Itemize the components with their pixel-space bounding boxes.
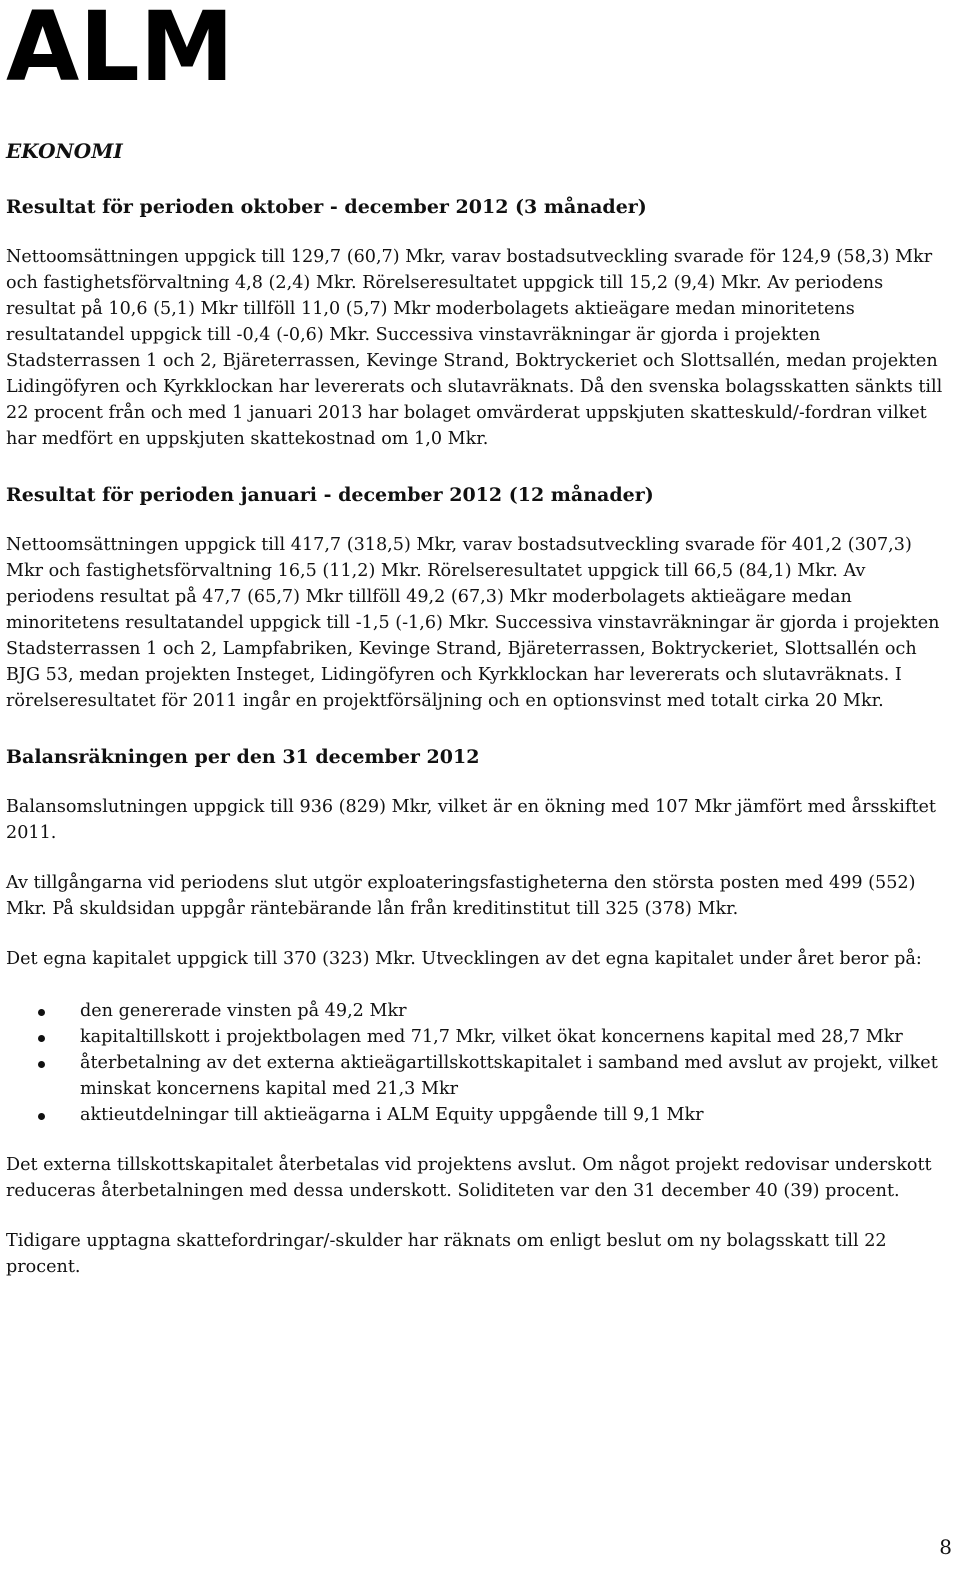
- balance-sheet-heading: Balansräkningen per den 31 december 2012: [6, 746, 480, 768]
- list-item: den genererade vinsten på 49,2 Mkr: [6, 998, 946, 1024]
- full-year-paragraph: Nettoomsättningen uppgick till 417,7 (318,5) Mkr, varav bostadsutveckling svarade för 401,2 (307,3) Mkr och fastighetsförvaltning 16,5 (11,2) Mkr. Rörelseresultatet uppgick till 66,5 (84,1) Mkr. Av periodens resultat på 47,7 (65,7) Mkr tillföll 49,2 (67,3) Mkr moderbolagets aktieägare medan minoritetens resultatandel uppgick till -1,5 (-1,6) Mkr. Successiva vinstavräkningar är gjorda i projekten Stadsterrassen 1 och 2, Lampfabriken, Kevinge Strand, Bjäreterrassen, Boktryckeriet, Slottsallén och BJG 53, medan projekten Insteget, Lidingöfyren och Kyrkklockan har levererats och slutavräknats. I rörelseresultatet för 2011 ingår en projektförsäljning och en optionsvinst med totalt cirka 20 Mkr.: [6, 535, 940, 711]
- bullet-icon: [38, 1113, 45, 1120]
- assets-paragraph: Av tillgångarna vid periodens slut utgör exploateringsfastigheterna den största posten med 499 (552) Mkr. På skuldsidan uppgår räntebärande lån från kreditinstitut till 325 (378) Mkr.: [6, 873, 916, 919]
- equity-paragraph: Det egna kapitalet uppgick till 370 (323) Mkr. Utvecklingen av det egna kapitalet under året beror på:: [6, 949, 922, 969]
- alm-logo: [6, 0, 238, 86]
- balance-total-paragraph: Balansomslutningen uppgick till 936 (829) Mkr, vilket är en ökning med 107 Mkr jämfört med årsskiftet 2011.: [6, 797, 936, 843]
- full-year-heading: Resultat för perioden januari - december 2012 (12 månader): [6, 484, 654, 506]
- equity-change-list: [6, 998, 946, 1128]
- bullet-icon: [38, 1035, 45, 1042]
- bullet-icon: [38, 1009, 45, 1016]
- section-title: EKONOMI: [6, 139, 123, 163]
- list-item: återbetalning av det externa aktieägartillskottskapitalet i samband med avslut av projekt, vilket minskat koncernens kapital med 21,3 Mkr: [6, 1050, 946, 1102]
- list-item: aktieutdelningar till aktieägarna i ALM Equity uppgående till 9,1 Mkr: [6, 1102, 946, 1128]
- q4-heading: Resultat för perioden oktober - december 2012 (3 månader): [6, 196, 647, 218]
- document-body: [6, 138, 946, 1304]
- list-item: kapitaltillskott i projektbolagen med 71,7 Mkr, vilket ökat koncernens kapital med 28,7 Mkr: [6, 1024, 946, 1050]
- page-number: 8: [939, 1535, 952, 1559]
- external-capital-paragraph: Det externa tillskottskapitalet återbetalas vid projektens avslut. Om något projekt redovisar underskott reduceras återbetalningen med dessa underskott. Soliditeten var den 31 december 40 (39) procent.: [6, 1155, 932, 1201]
- alm-logo-text: ALM: [6, 0, 234, 86]
- tax-paragraph: Tidigare upptagna skattefordringar/-skulder har räknats om enligt beslut om ny bolagsskatt till 22 procent.: [6, 1231, 887, 1277]
- q4-paragraph: Nettoomsättningen uppgick till 129,7 (60,7) Mkr, varav bostadsutveckling svarade för 124,9 (58,3) Mkr och fastighetsförvaltning 4,8 (2,4) Mkr. Rörelseresultatet uppgick till 15,2 (9,4) Mkr. Av periodens resultat på 10,6 (5,1) Mkr tillföll 11,0 (5,7) Mkr moderbolagets aktieägare medan minoritetens resultatandel uppgick till -0,4 (-0,6) Mkr. Successiva vinstavräkningar är gjorda i projekten Stadsterrassen 1 och 2, Bjäreterrassen, Kevinge Strand, Boktryckeriet och Slottsallén, medan projekten Lidingöfyren och Kyrkklockan har levererats och slutavräknats. Då den svenska bolagsskatten sänkts till 22 procent från och med 1 januari 2013 har bolaget omvärderat uppskjuten skatteskuld/-fordran vilket har medfört en uppskjuten skattekostnad om 1,0 Mkr.: [6, 247, 943, 449]
- bullet-icon: [38, 1061, 45, 1068]
